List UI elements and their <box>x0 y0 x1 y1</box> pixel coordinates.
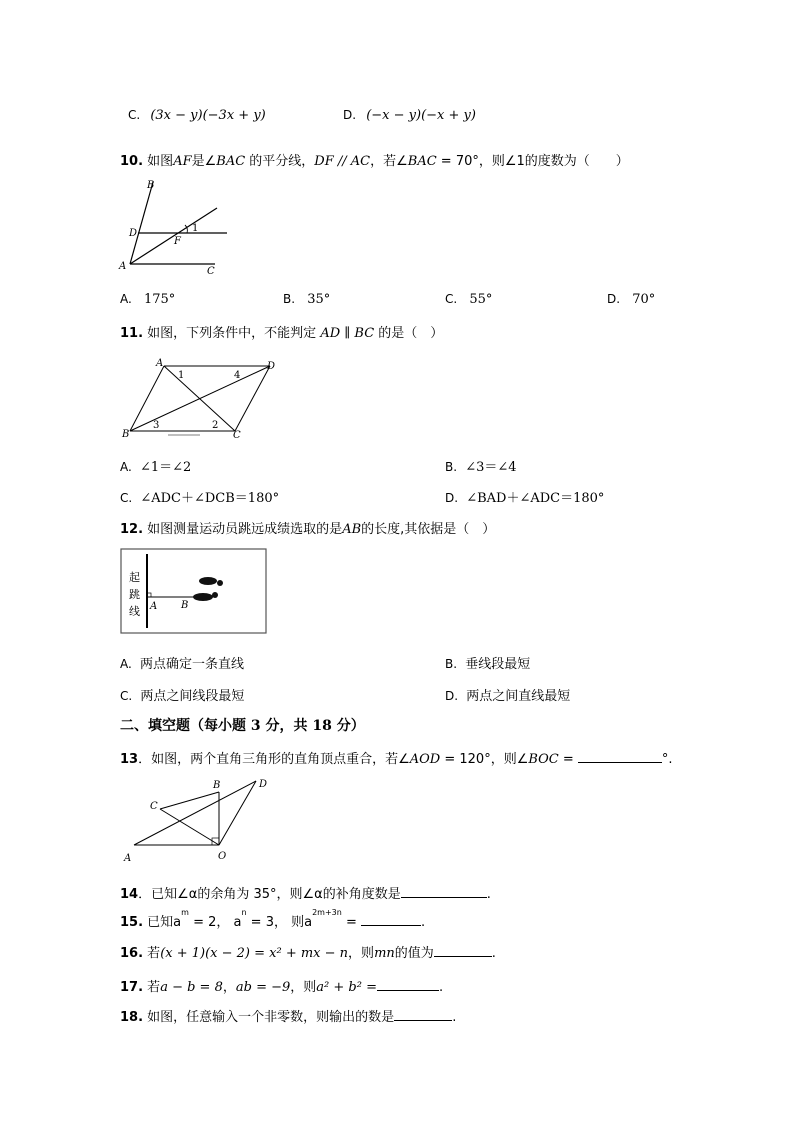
label-f: F <box>174 236 181 247</box>
question-number: 16. <box>120 946 144 961</box>
q10-option-c <box>445 292 492 307</box>
q10-figure <box>115 178 235 278</box>
stem-text: ．如图，两个直角三角形的直角顶点重合，若∠ <box>138 752 410 767</box>
stem-math: BAC <box>216 154 246 169</box>
stem-text: . <box>438 980 444 995</box>
stem-text: 的是（ ） <box>378 326 444 341</box>
option-letter: B. <box>445 657 458 671</box>
stem-text: 若 <box>147 980 161 995</box>
q13-figure <box>120 775 280 865</box>
q12-option-d <box>445 685 570 704</box>
label-d: D <box>267 361 276 372</box>
label-b: B <box>181 600 189 611</box>
question-number: 13 <box>120 752 139 767</box>
q11-option-a <box>120 456 191 475</box>
label-o: O <box>218 851 227 862</box>
q11-stem <box>120 322 443 341</box>
exponent: 2m+3n <box>312 908 342 917</box>
option-letter: A. <box>120 657 132 671</box>
stem-math: AF <box>173 154 192 169</box>
stem-text: . <box>491 946 496 961</box>
answer-blank[interactable] <box>578 750 662 763</box>
option-value: 70° <box>632 292 656 307</box>
q13-stem <box>120 748 673 767</box>
label-4: 4 <box>234 370 241 381</box>
stem-text: ，则 <box>290 980 317 995</box>
label-c: C <box>150 801 158 812</box>
q10-option-d <box>607 292 655 307</box>
q11-option-b <box>445 456 517 475</box>
question-number: 17. <box>120 980 144 995</box>
vertical-char: 起 <box>129 571 140 584</box>
option-expression: (3x − y)(−3x + y) <box>150 108 266 123</box>
q12-stem <box>120 518 495 537</box>
q18-stem <box>120 1006 456 1025</box>
stem-text: = 3， 则a <box>246 915 313 930</box>
q10-option-a <box>120 292 175 307</box>
answer-blank[interactable] <box>361 913 421 926</box>
option-expression: (−x − y)(−x + y) <box>366 108 476 123</box>
stem-text: = 70°，则∠1的度数为（ ） <box>436 154 629 169</box>
q11-option-c <box>120 487 279 506</box>
figure-frame <box>121 549 266 633</box>
vertical-char: 跳 <box>129 588 140 601</box>
answer-blank[interactable] <box>434 944 492 957</box>
q10-option-b <box>283 292 330 307</box>
stem-text: 的平分线， <box>245 154 315 169</box>
option-letter: A. <box>120 292 132 306</box>
option-value: 两点确定一条直线 <box>139 657 244 672</box>
line-cb <box>160 792 219 809</box>
q12-figure <box>120 548 268 636</box>
stem-math: ab = −9 <box>235 980 291 995</box>
footprint-icon <box>193 593 213 601</box>
stem-text: 已知a <box>147 915 182 930</box>
answer-blank[interactable] <box>401 885 487 898</box>
stem-text: 如图，任意输入一个非零数，则输出的数是 <box>147 1010 395 1025</box>
stem-text: 如图，下列条件中，不能判定 <box>147 326 317 341</box>
option-value: ∠ADC＋∠DCB＝180° <box>140 491 280 506</box>
footprint-icon <box>212 592 218 598</box>
label-a: A <box>150 601 158 612</box>
option-value: 35° <box>307 292 331 307</box>
answer-blank[interactable] <box>377 978 439 991</box>
option-letter: B. <box>445 460 458 474</box>
label-3: 3 <box>153 420 160 431</box>
q15-stem <box>120 908 426 930</box>
q12-option-a <box>120 653 244 672</box>
option-letter: D. <box>445 689 459 703</box>
q11-option-d <box>445 487 604 506</box>
q14-stem <box>120 883 491 902</box>
stem-text: 的长度,其依据是（ ） <box>361 522 496 537</box>
q16-stem <box>120 942 496 961</box>
stem-math: BOC <box>528 752 559 767</box>
question-number: 10. <box>120 154 144 169</box>
q10-stem <box>120 150 629 169</box>
question-number: 11. <box>120 326 144 341</box>
option-letter: A. <box>120 460 132 474</box>
option-letter: C. <box>128 108 141 122</box>
stem-text: 若 <box>147 946 161 961</box>
q12-option-c <box>120 685 244 704</box>
stem-text: = 120°，则∠ <box>440 752 529 767</box>
stem-math: BAC <box>407 154 437 169</box>
option-value: ∠1＝∠2 <box>139 460 192 475</box>
option-letter: B. <box>283 292 296 306</box>
stem-math: (x + 1)(x − 2) = x² + mx − n <box>160 946 349 961</box>
label-a: A <box>124 853 132 864</box>
stem-math: AD ∥ BC <box>320 326 375 341</box>
section-title: 二、填空题（每小题 3 分，共 18 分） <box>120 718 365 734</box>
option-letter: D. <box>445 491 459 505</box>
label-d: D <box>129 228 138 239</box>
stem-text: . <box>486 887 491 902</box>
label-a: A <box>119 261 127 272</box>
option-value: 两点之间线段最短 <box>140 689 245 704</box>
stem-text: ，则 <box>348 946 375 961</box>
exponent: m <box>181 908 189 917</box>
label-a: A <box>156 358 164 369</box>
stem-math: a − b = 8 <box>160 980 223 995</box>
footprint-icon <box>217 580 223 586</box>
option-value: ∠3＝∠4 <box>465 460 517 475</box>
label-b: B <box>122 429 130 440</box>
question-number: 12. <box>120 522 144 537</box>
label-c: C <box>207 266 215 277</box>
question-number: 15. <box>120 915 144 930</box>
label-d: D <box>259 779 268 790</box>
option-value: 175° <box>143 292 176 307</box>
label-b: B <box>213 780 221 791</box>
question-number: 14 <box>120 887 139 902</box>
stem-text: 如图测量运动员跳远成绩选取的是 <box>147 522 343 537</box>
exponent: n <box>241 908 247 917</box>
stem-text: = 2， a <box>188 915 242 930</box>
stem-text: 是∠ <box>191 154 217 169</box>
label-2: 2 <box>212 420 219 431</box>
stem-text: = <box>558 752 574 767</box>
stem-text: °. <box>661 752 673 767</box>
option-letter: D. <box>607 292 621 306</box>
option-letter: C. <box>120 689 133 703</box>
stem-math: AOD <box>409 752 441 767</box>
label-1: 1 <box>192 223 199 234</box>
stem-math: AB <box>342 522 362 537</box>
q9-option-c <box>128 108 266 123</box>
diagonal-bd <box>130 366 270 431</box>
stem-math: DF // AC <box>314 154 371 169</box>
option-value: 垂线段最短 <box>465 657 531 672</box>
label-1: 1 <box>178 370 185 381</box>
stem-text: 如图 <box>147 154 174 169</box>
stem-text: ，若∠ <box>370 154 408 169</box>
option-value: 两点之间直线最短 <box>466 689 571 704</box>
q17-stem <box>120 976 443 995</box>
stem-text: . <box>452 1010 457 1025</box>
option-letter: C. <box>445 292 458 306</box>
vertical-char: 线 <box>129 605 140 618</box>
option-value: ∠BAD＋∠ADC＝180° <box>466 491 605 506</box>
q9-option-d <box>343 108 476 123</box>
option-value: 55° <box>469 292 493 307</box>
answer-blank[interactable] <box>394 1008 452 1021</box>
stem-text: ， <box>222 980 236 995</box>
q12-option-b <box>445 653 530 672</box>
label-b: B <box>147 180 155 191</box>
question-number: 18. <box>120 1010 144 1025</box>
option-letter: C. <box>120 491 133 505</box>
option-letter: D. <box>343 108 357 122</box>
stem-text: . <box>421 915 426 930</box>
stem-math: a² + b² = <box>316 980 377 995</box>
q11-figure <box>120 358 280 440</box>
stem-text: 的值为 <box>394 946 434 961</box>
stem-math: mn <box>374 946 395 961</box>
stem-text: = <box>341 915 357 930</box>
label-c: C <box>233 430 241 441</box>
stem-text: ．已知∠α的余角为 35°，则∠α的补角度数是 <box>138 887 401 902</box>
footprint-icon <box>199 577 217 585</box>
